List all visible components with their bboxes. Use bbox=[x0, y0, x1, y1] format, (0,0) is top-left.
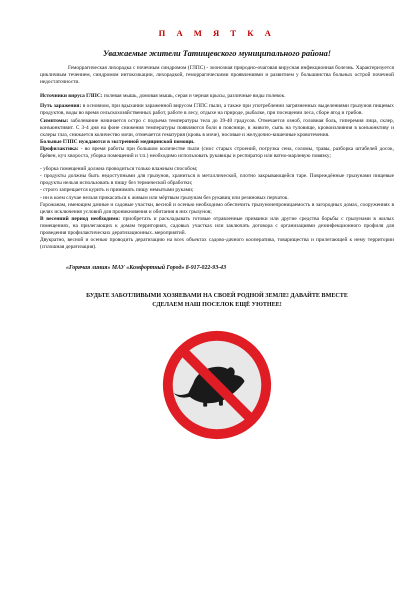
spring-paragraph bbox=[40, 216, 394, 237]
twice-paragraph: Двукратно, весной и осенью проводить дератизацию на всех объектах садово-дачного кооператива, товарищества и прилегающей к нему территории (сплошная дератизация). bbox=[40, 237, 394, 251]
rule-item: - строго запрещается курить и принимать пищу немытыми руками; bbox=[40, 187, 194, 194]
route-text: в основном, при вдыхании зараженной вирусом ГЛПС пыли, а также при употреблении загрязненных выделениями грызунов пищевых продуктов, воды во время сельскохозяйственных работ, работе в лесу, отдыхе на природе, рыбалке, при посещении леса, сборе ягод и грибов. bbox=[40, 103, 394, 117]
route-paragraph bbox=[40, 103, 394, 117]
symptoms-text: заболевание начинается остро с подъема температуры тела до 39-40 градусов. Отмечается озноб, головная боль, гиперемия лица, склер, конъюнктивит. С 3-4 дня на фоне снижения температуры появляются боли в пояснице, в животе, сыпь на туловище, кровоизлияния в конъюнктиву и склеры глаз, снижается количество мочи, отмечается гематурия (кровь в моче), носовые и желудочно-кишечные кровотечения. bbox=[40, 117, 394, 138]
spring-label: В весенний период необходимо: bbox=[40, 215, 121, 222]
call-line-1: БУДЬТЕ ЗАБОТЛИВЫМИ ХОЗЯЕВАМИ НА СВОЕЙ РОДНОЙ ЗЕМЛЕ! ДАВАЙТЕ ВМЕСТЕ bbox=[86, 293, 348, 300]
sources-label: Источники вируса ГЛПС: bbox=[40, 93, 103, 100]
call-to-action bbox=[40, 292, 394, 310]
memo-title: П А М Я Т К А bbox=[158, 28, 276, 38]
symptoms-paragraph bbox=[40, 118, 394, 139]
rule-item: - ни в коем случае нельзя прикасаться к живым или мёртвым грызунам без рукавиц или резиновых перчаток. bbox=[40, 194, 289, 201]
urgent-paragraph bbox=[40, 139, 394, 146]
intro-paragraph: Геморрагическая лихорадка с почечным синдромом (ГЛПС) - зоонозная природно-очаговая вирусная инфекционная болезнь. Характеризуется цикличным течением, синдромом интоксикации, лихорадкой, геморрагическими проявлениями и развитием у большинства больных острой почечной недостаточности. bbox=[40, 65, 394, 86]
prophylaxis-text: - во время работы при большом количестве пыли (снос старых строений, погрузка сена, соломы, травы, разборка штабелей досок, брёвен, куч хвороста, уборка помещений и т.п.) необходимо использовать рукавицы и респиратор или ватно-марлевую повязку; bbox=[40, 145, 394, 160]
rule-item: - уборка помещений должна проводиться только влажным способом; bbox=[40, 166, 198, 173]
spring-text: приобретать и раскладывать готовые отравленные приманки или другие средства борьбы с грызунами в жилых помещениях, на прилегающих к домам территориях, садовых участках или заключать договора с организациями дезинфекционного профиля для проведения профилактических дератизационных..мероприятий. bbox=[40, 215, 395, 236]
symptoms-label: Симптомы: bbox=[40, 117, 69, 124]
route-label: Путь заражения: bbox=[40, 103, 82, 110]
no-rats-icon bbox=[158, 326, 276, 444]
sources-text: полевая мышь, домовая мышь, серая и черная крысы, различные виды полевок. bbox=[102, 93, 286, 100]
residents-paragraph: Горожанам, имеющим дачные и садовые участки, весной и осенью необходимо обеспечить грызунонепроницаемость в загородных домах, сооружениях в целях исключения условий для проникновения и обитания в них грызунов; bbox=[40, 201, 394, 215]
prophylaxis-label: Профилактика: bbox=[40, 145, 79, 152]
sources-paragraph bbox=[40, 93, 394, 100]
urgent-text: Больные ГЛПС нуждаются в экстренной медицинской помощи. bbox=[40, 138, 195, 145]
rule-item: - продукты должны быть недоступными для грызунов, храниться в металлической, плотно закрывающейся таре. Повреждённые грызунами пищевые продукты нельзя использовать в пищу без термической обработки; bbox=[40, 173, 394, 187]
prophylaxis-paragraph bbox=[40, 146, 394, 160]
hotline: «Горячая линия» МАУ «Комфортный Город» 8-917-022-93-43 bbox=[66, 265, 227, 272]
memo-subtitle: Уважаемые жители Татищевского муниципального района! bbox=[102, 49, 332, 58]
call-line-2: СДЕЛАЕМ НАШ ПОСЕЛОК ЕЩЁ УЮТНЕЕ! bbox=[152, 302, 282, 309]
